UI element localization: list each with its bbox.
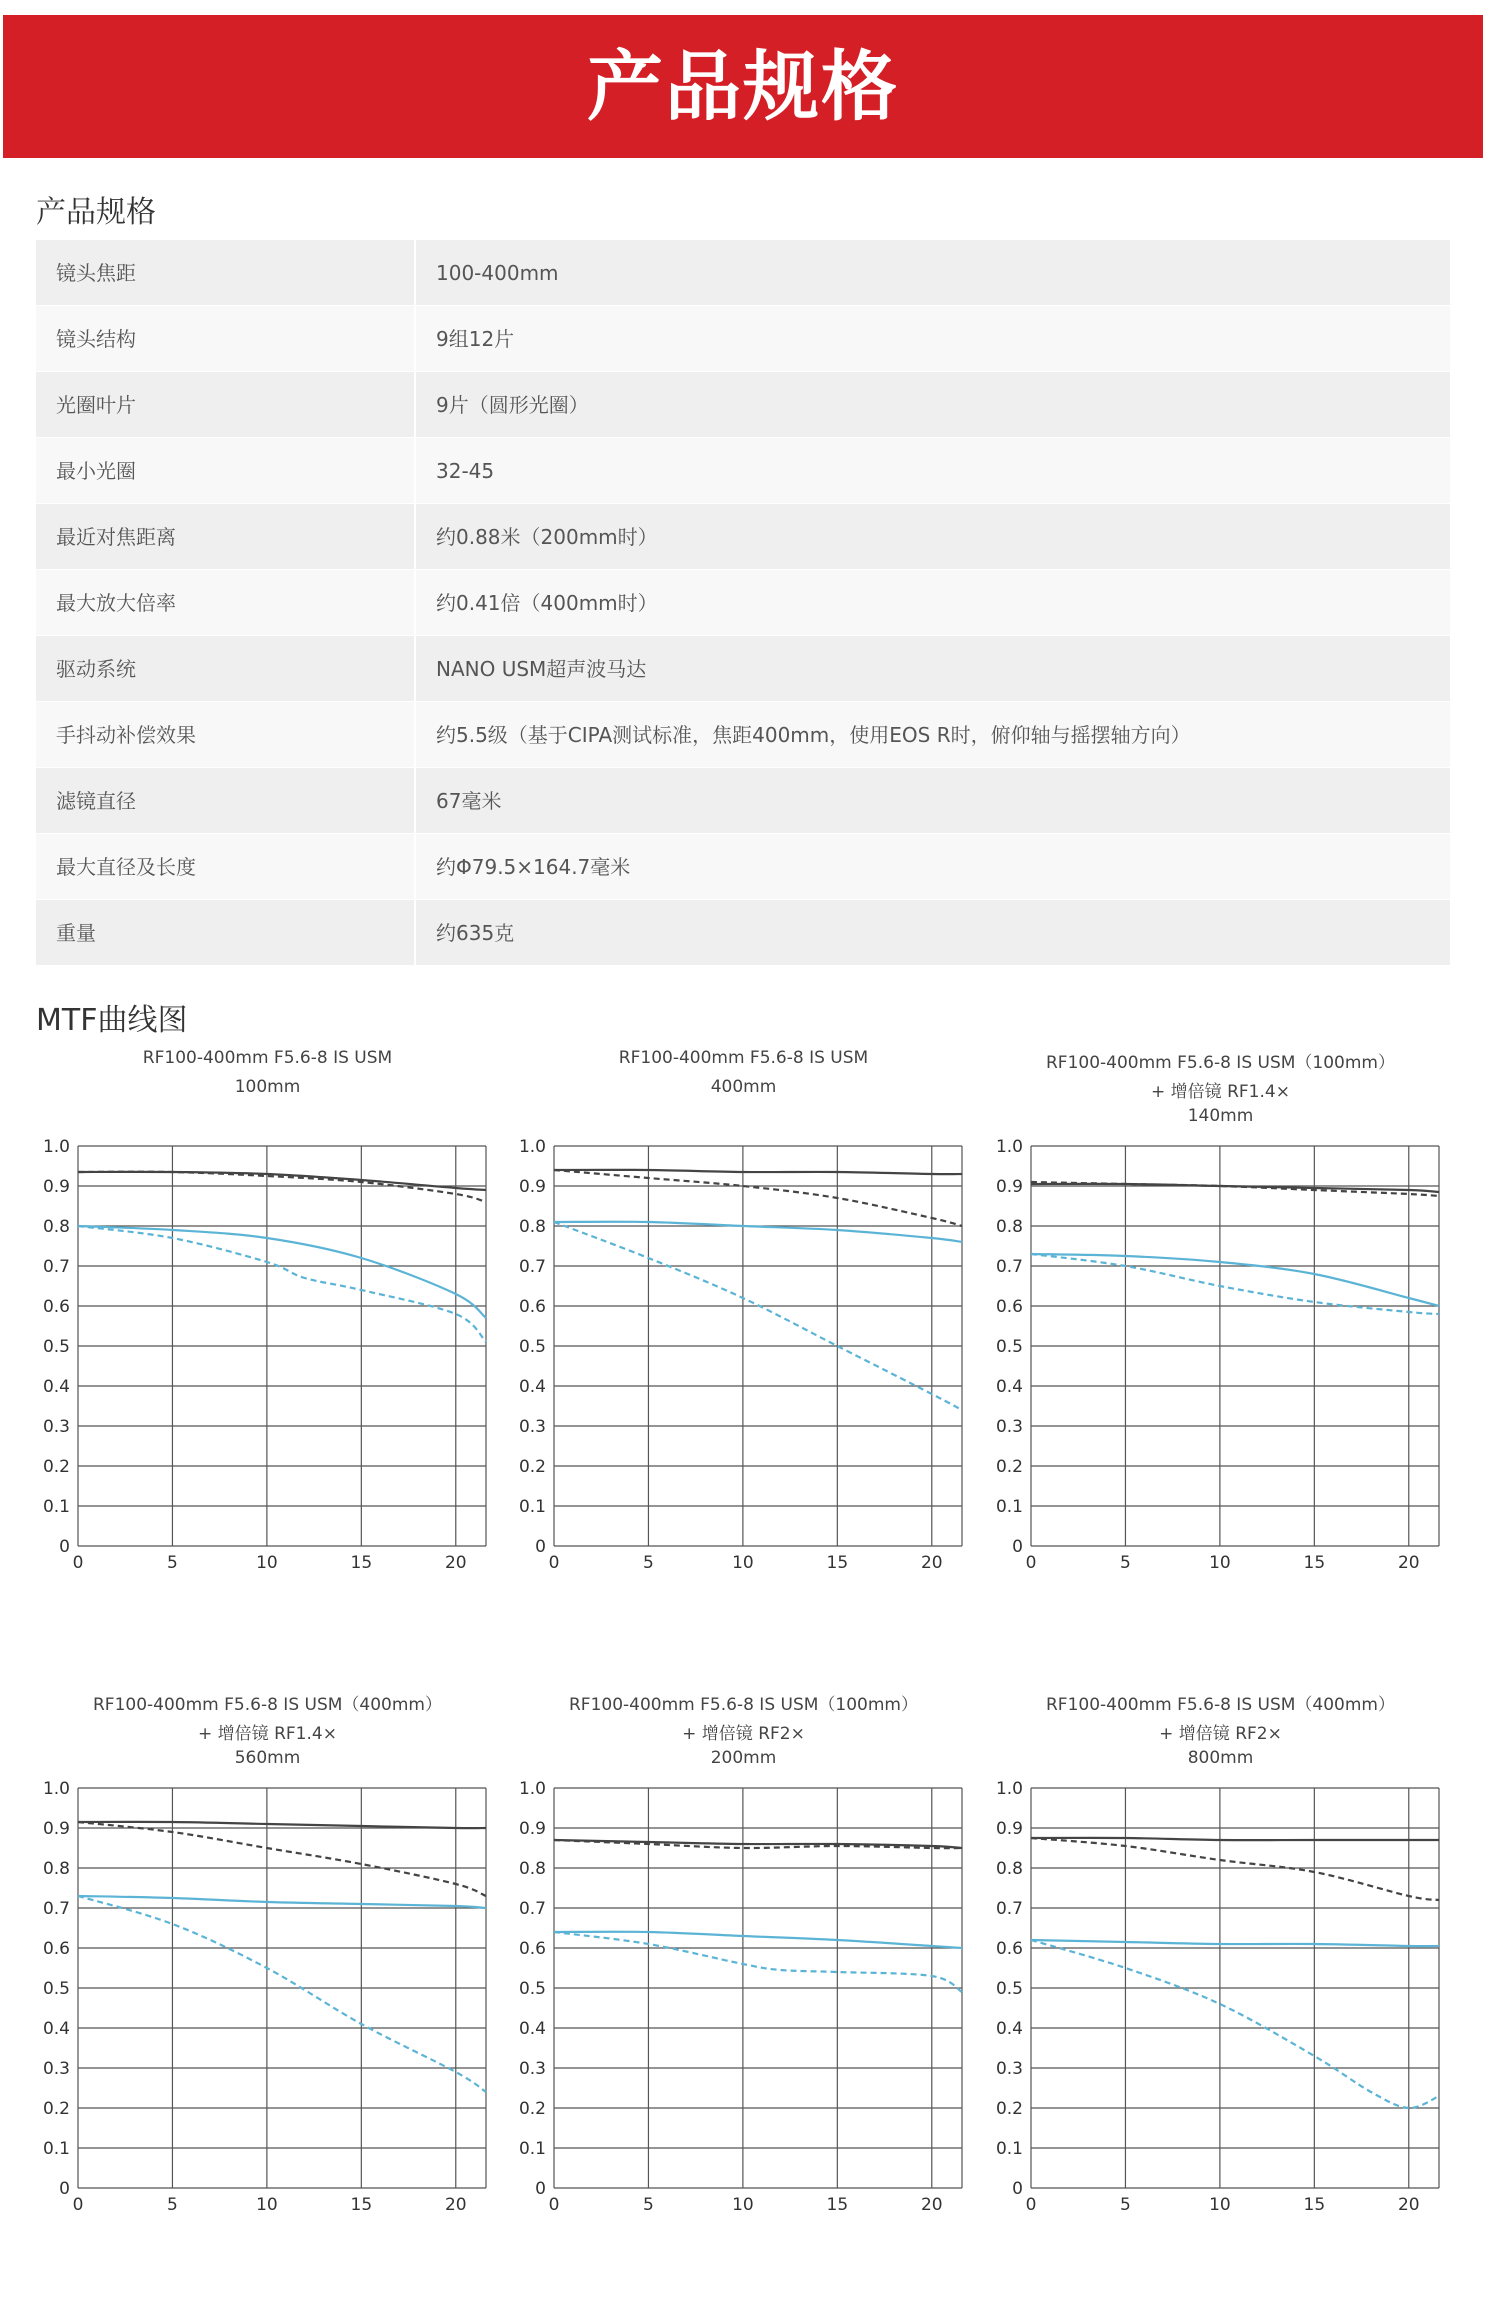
x-tick-label: 10 bbox=[256, 2195, 278, 2215]
x-tick-label: 20 bbox=[1397, 1553, 1420, 1573]
x-tick-label: 10 bbox=[732, 1553, 754, 1573]
mtf-series-line bbox=[554, 1222, 962, 1242]
y-tick-label: 0.6 bbox=[995, 1939, 1023, 1959]
y-tick-label: 0.7 bbox=[518, 1899, 546, 1919]
y-tick-label: 0 bbox=[535, 2179, 546, 2199]
x-tick-label: 5 bbox=[643, 2195, 654, 2215]
y-tick-label: 0.4 bbox=[42, 1377, 70, 1397]
y-tick-label: 0.3 bbox=[42, 1417, 70, 1437]
y-tick-label: 0.4 bbox=[995, 1377, 1023, 1397]
mtf-section-title: MTF曲线图 bbox=[36, 1003, 188, 1038]
spec-row bbox=[36, 834, 1450, 900]
y-tick-label: 0.3 bbox=[518, 2059, 546, 2079]
y-tick-label: 0.8 bbox=[518, 1217, 546, 1237]
y-tick-label: 0.6 bbox=[518, 1297, 546, 1317]
mtf-chart-560mm bbox=[30, 1690, 505, 2260]
x-tick-label: 15 bbox=[1303, 2195, 1326, 2215]
y-tick-label: 0.2 bbox=[995, 2099, 1023, 2119]
spec-row bbox=[36, 702, 1450, 768]
mtf-series-line bbox=[1031, 1838, 1439, 1840]
x-tick-label: 10 bbox=[256, 1553, 278, 1573]
y-tick-label: 0.9 bbox=[42, 1819, 70, 1839]
spec-row bbox=[36, 438, 1450, 504]
x-tick-label: 20 bbox=[444, 1553, 467, 1573]
x-tick-label: 15 bbox=[1303, 1553, 1326, 1573]
y-tick-label: 0.7 bbox=[995, 1257, 1023, 1277]
y-tick-label: 0 bbox=[59, 2179, 70, 2199]
x-tick-label: 5 bbox=[167, 2195, 178, 2215]
y-tick-label: 0.7 bbox=[518, 1257, 546, 1277]
y-tick-label: 0 bbox=[1012, 2179, 1023, 2199]
x-tick-label: 5 bbox=[167, 1553, 178, 1573]
y-tick-label: 0.5 bbox=[995, 1979, 1023, 1999]
spec-row bbox=[36, 504, 1450, 570]
spec-label: 手抖动补偿效果 bbox=[36, 702, 416, 767]
y-tick-label: 0.6 bbox=[995, 1297, 1023, 1317]
mtf-series-line bbox=[554, 1932, 962, 1992]
y-tick-label: 0.3 bbox=[995, 1417, 1023, 1437]
mtf-series-line bbox=[1031, 1940, 1439, 2108]
chart-title-line: RF100-400mm F5.6-8 IS USM（400mm） bbox=[1046, 1695, 1395, 1715]
x-tick-label: 0 bbox=[1025, 1553, 1037, 1573]
spec-label: 驱动系统 bbox=[36, 636, 416, 701]
y-tick-label: 0.9 bbox=[518, 1819, 546, 1839]
chart-title-line: 140mm bbox=[1187, 1106, 1254, 1126]
y-tick-label: 0.5 bbox=[42, 1979, 70, 1999]
x-tick-label: 15 bbox=[350, 2195, 373, 2215]
y-tick-label: 0.2 bbox=[42, 2099, 70, 2119]
x-tick-label: 20 bbox=[444, 2195, 467, 2215]
spec-label: 最大直径及长度 bbox=[36, 834, 416, 899]
y-tick-label: 0.4 bbox=[995, 2019, 1023, 2039]
y-tick-label: 0.6 bbox=[42, 1297, 70, 1317]
y-tick-label: 0.4 bbox=[518, 1377, 546, 1397]
chart-title-line: + 增倍镜 RF2× bbox=[682, 1724, 805, 1744]
y-tick-label: 0.3 bbox=[995, 2059, 1023, 2079]
y-tick-label: 0.1 bbox=[995, 1497, 1023, 1517]
y-tick-label: 0.6 bbox=[518, 1939, 546, 1959]
mtf-plot bbox=[30, 1690, 505, 2260]
mtf-series-line bbox=[1031, 1838, 1439, 1900]
mtf-series-line bbox=[78, 1822, 486, 1896]
y-tick-label: 0.5 bbox=[995, 1337, 1023, 1357]
y-tick-label: 0.2 bbox=[518, 2099, 546, 2119]
spec-label: 最近对焦距离 bbox=[36, 504, 416, 569]
y-tick-label: 1.0 bbox=[42, 1779, 70, 1799]
mtf-series-line bbox=[78, 1226, 486, 1342]
spec-value: NANO USM超声波马达 bbox=[436, 657, 647, 681]
spec-section-title: 产品规格 bbox=[36, 195, 156, 230]
mtf-series-line bbox=[554, 1222, 962, 1410]
mtf-plot bbox=[30, 1048, 505, 1618]
y-tick-label: 0.7 bbox=[42, 1899, 70, 1919]
spec-row bbox=[36, 306, 1450, 372]
spec-value: 约5.5级（基于CIPA测试标准，焦距400mm，使用EOS R时，俯仰轴与摇摆轴方向） bbox=[436, 723, 1191, 747]
y-tick-label: 0.1 bbox=[518, 2139, 546, 2159]
y-tick-label: 0.9 bbox=[42, 1177, 70, 1197]
chart-title-line: + 增倍镜 RF2× bbox=[1159, 1724, 1282, 1744]
mtf-series-line bbox=[78, 1172, 486, 1190]
x-tick-label: 15 bbox=[826, 1553, 849, 1573]
mtf-series-line bbox=[78, 1172, 486, 1202]
y-tick-label: 0.8 bbox=[995, 1859, 1023, 1879]
y-tick-label: 0.8 bbox=[518, 1859, 546, 1879]
mtf-series-line bbox=[78, 1226, 486, 1318]
x-tick-label: 10 bbox=[732, 2195, 754, 2215]
y-tick-label: 0.8 bbox=[42, 1217, 70, 1237]
y-tick-label: 0.8 bbox=[995, 1217, 1023, 1237]
y-tick-label: 0.7 bbox=[42, 1257, 70, 1277]
mtf-series-line bbox=[554, 1170, 962, 1226]
spec-row bbox=[36, 570, 1450, 636]
spec-row bbox=[36, 240, 1450, 306]
x-tick-label: 10 bbox=[1209, 1553, 1231, 1573]
spec-label: 镜头焦距 bbox=[36, 240, 416, 305]
x-tick-label: 0 bbox=[72, 2195, 84, 2215]
spec-row bbox=[36, 372, 1450, 438]
mtf-plot bbox=[983, 1690, 1458, 2260]
mtf-chart-100mm bbox=[30, 1048, 505, 1618]
mtf-plot bbox=[506, 1690, 981, 2260]
mtf-series-line bbox=[1031, 1184, 1439, 1192]
chart-title-line: RF100-400mm F5.6-8 IS USM（400mm） bbox=[93, 1695, 442, 1715]
y-tick-label: 0.2 bbox=[518, 1457, 546, 1477]
y-tick-label: 0 bbox=[59, 1537, 70, 1557]
mtf-chart-140mm bbox=[983, 1048, 1458, 1618]
y-tick-label: 0.4 bbox=[42, 2019, 70, 2039]
x-tick-label: 15 bbox=[350, 1553, 373, 1573]
mtf-plot bbox=[983, 1048, 1458, 1618]
mtf-chart-800mm bbox=[983, 1690, 1458, 2260]
chart-title-line: 800mm bbox=[1187, 1748, 1254, 1768]
x-tick-label: 0 bbox=[1025, 2195, 1037, 2215]
x-tick-label: 10 bbox=[1209, 2195, 1231, 2215]
y-tick-label: 0 bbox=[1012, 1537, 1023, 1557]
x-tick-label: 15 bbox=[826, 2195, 849, 2215]
y-tick-label: 0.5 bbox=[518, 1337, 546, 1357]
spec-value: 约635克 bbox=[436, 921, 515, 945]
y-tick-label: 0.1 bbox=[42, 1497, 70, 1517]
x-tick-label: 5 bbox=[1120, 2195, 1131, 2215]
y-tick-label: 0.1 bbox=[42, 2139, 70, 2159]
chart-title-line: 100mm bbox=[234, 1077, 301, 1097]
x-tick-label: 0 bbox=[548, 1553, 560, 1573]
chart-title-line: RF100-400mm F5.6-8 IS USM（100mm） bbox=[569, 1695, 918, 1715]
y-tick-label: 0.5 bbox=[42, 1337, 70, 1357]
spec-label: 滤镜直径 bbox=[36, 768, 416, 833]
x-tick-label: 5 bbox=[1120, 1553, 1131, 1573]
spec-value: 32-45 bbox=[436, 459, 495, 483]
chart-title-line: + 增倍镜 RF1.4× bbox=[198, 1724, 337, 1744]
x-tick-label: 20 bbox=[1397, 2195, 1420, 2215]
y-tick-label: 0.1 bbox=[995, 2139, 1023, 2159]
chart-title-line: + 增倍镜 RF1.4× bbox=[1151, 1082, 1290, 1102]
spec-label: 最大放大倍率 bbox=[36, 570, 416, 635]
mtf-series-line bbox=[78, 1896, 486, 1908]
y-tick-label: 0.9 bbox=[518, 1177, 546, 1197]
spec-value: 67毫米 bbox=[436, 789, 502, 813]
chart-title-line: 200mm bbox=[710, 1748, 777, 1768]
mtf-series-line bbox=[554, 1170, 962, 1174]
y-tick-label: 1.0 bbox=[42, 1137, 70, 1157]
y-tick-label: 0 bbox=[535, 1537, 546, 1557]
y-tick-label: 0.9 bbox=[995, 1177, 1023, 1197]
spec-value: 约0.88米（200mm时） bbox=[436, 525, 658, 549]
chart-title-line: RF100-400mm F5.6-8 IS USM bbox=[142, 1048, 393, 1068]
spec-label: 镜头结构 bbox=[36, 306, 416, 371]
mtf-chart-400mm bbox=[506, 1048, 981, 1618]
x-tick-label: 0 bbox=[548, 2195, 560, 2215]
y-tick-label: 0.9 bbox=[995, 1819, 1023, 1839]
mtf-chart-200mm bbox=[506, 1690, 981, 2260]
x-tick-label: 5 bbox=[643, 1553, 654, 1573]
banner bbox=[3, 15, 1483, 158]
spec-label: 重量 bbox=[36, 900, 416, 965]
spec-row bbox=[36, 768, 1450, 834]
y-tick-label: 0.5 bbox=[518, 1979, 546, 1999]
y-tick-label: 0.4 bbox=[518, 2019, 546, 2039]
spec-value: 9片（圆形光圈） bbox=[436, 393, 589, 417]
y-tick-label: 1.0 bbox=[995, 1137, 1023, 1157]
chart-title-line: 400mm bbox=[710, 1077, 777, 1097]
spec-value: 9组12片 bbox=[436, 327, 515, 351]
spec-table bbox=[36, 240, 1450, 966]
spec-row bbox=[36, 900, 1450, 966]
y-tick-label: 0.6 bbox=[42, 1939, 70, 1959]
chart-title-line: RF100-400mm F5.6-8 IS USM bbox=[618, 1048, 869, 1068]
mtf-series-line bbox=[1031, 1940, 1439, 1946]
mtf-series-line bbox=[78, 1896, 486, 2092]
spec-row bbox=[36, 636, 1450, 702]
spec-label: 光圈叶片 bbox=[36, 372, 416, 437]
x-tick-label: 0 bbox=[72, 1553, 84, 1573]
x-tick-label: 20 bbox=[920, 2195, 943, 2215]
y-tick-label: 1.0 bbox=[518, 1779, 546, 1799]
y-tick-label: 0.2 bbox=[995, 1457, 1023, 1477]
y-tick-label: 0.2 bbox=[42, 1457, 70, 1477]
chart-title-line: 560mm bbox=[234, 1748, 301, 1768]
y-tick-label: 1.0 bbox=[995, 1779, 1023, 1799]
y-tick-label: 0.1 bbox=[518, 1497, 546, 1517]
spec-value: 约Φ79.5×164.7毫米 bbox=[436, 855, 631, 879]
spec-value: 约0.41倍（400mm时） bbox=[436, 591, 658, 615]
mtf-series-line bbox=[554, 1840, 962, 1848]
x-tick-label: 20 bbox=[920, 1553, 943, 1573]
mtf-plot bbox=[506, 1048, 981, 1618]
banner-title: 产品规格 bbox=[587, 42, 899, 131]
spec-value: 100-400mm bbox=[436, 261, 559, 285]
chart-title-line: RF100-400mm F5.6-8 IS USM（100mm） bbox=[1046, 1053, 1395, 1073]
y-tick-label: 0.3 bbox=[42, 2059, 70, 2079]
y-tick-label: 0.7 bbox=[995, 1899, 1023, 1919]
y-tick-label: 0.3 bbox=[518, 1417, 546, 1437]
y-tick-label: 0.8 bbox=[42, 1859, 70, 1879]
y-tick-label: 1.0 bbox=[518, 1137, 546, 1157]
spec-label: 最小光圈 bbox=[36, 438, 416, 503]
